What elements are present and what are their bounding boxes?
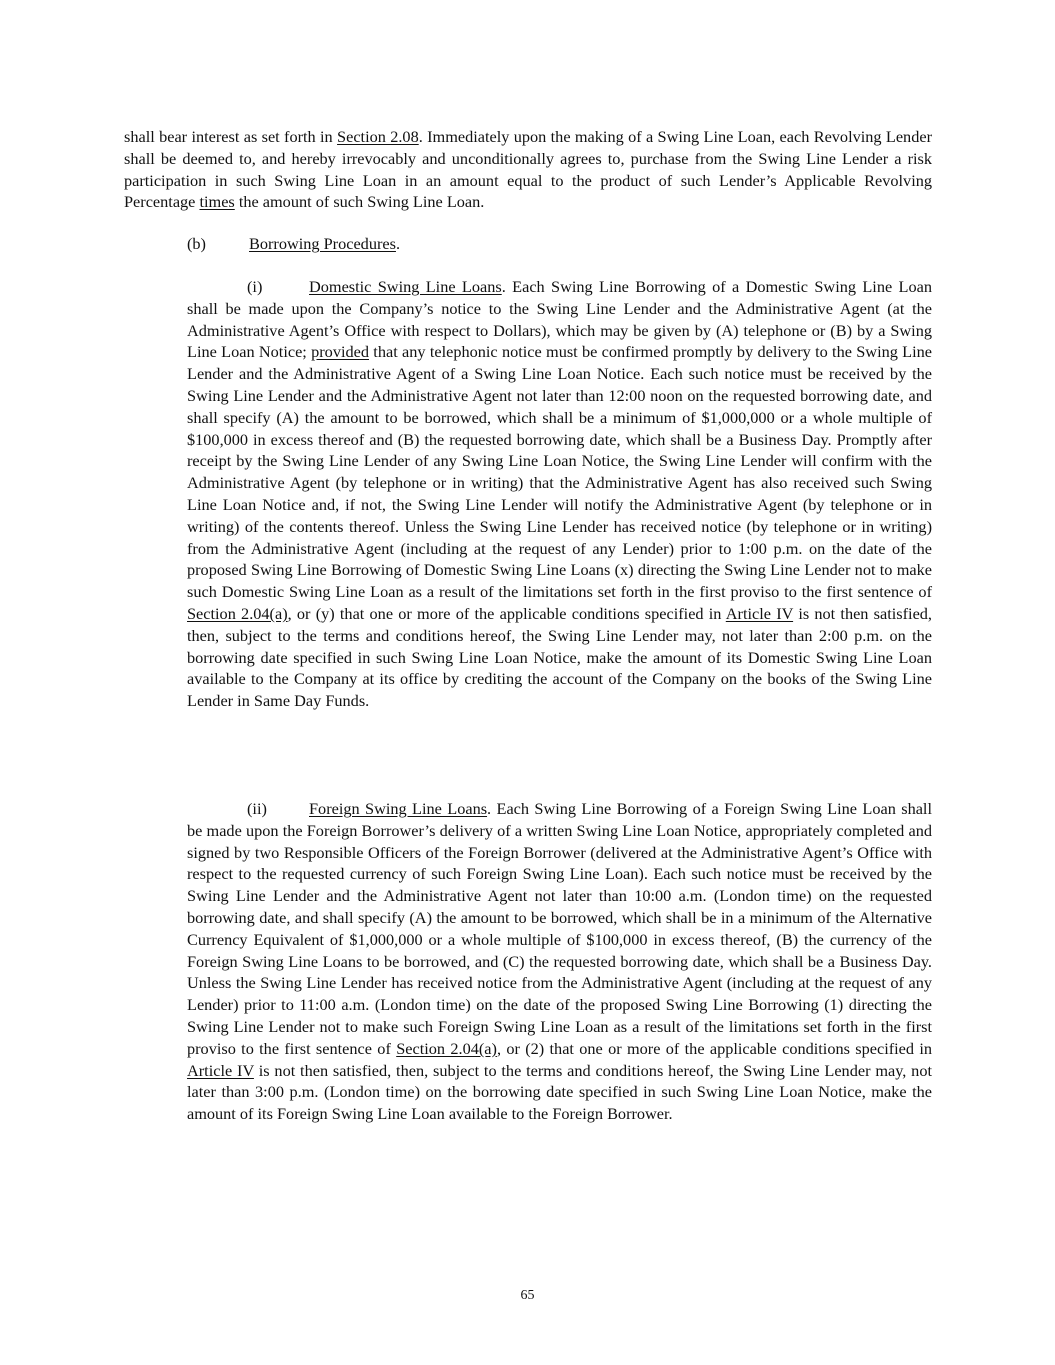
article-iv-reference-2: Article IV — [187, 1060, 254, 1080]
clause-i-marker: (i) — [247, 277, 263, 296]
clause-i-text-1: . Each Swing Line Borrowing of a Domestic Swing Line Loan shall be made upon the Company’s notice to the Swing Line Lender and the Administrative Agent (at the Administrative Agent’s Office with respect to Dollars), which may be given by (A) telephone or (B) by a Swing Line Loan Notice; — [187, 277, 932, 362]
clause-i-text-2: that any telephonic notice must be confirmed promptly by delivery to the Swing Line Lender and the Administrative Agent of a Swing Line Loan Notice. Each such notice must be received by the Swing Line Lender and the Administrative Agent not later than 12:00 noon on the requested borrowing date, and shall specify (A) the amount to be borrowed, which shall be a minimum of $1,000,000 or a whole multiple of $100,000 in excess thereof and (B) the requested borrowing date, which shall be a Business Day. Promptly after receipt by the Swing Line Lender of any Swing Line Loan Notice, the Swing Line Lender will confirm with the Administrative Agent (by telephone or in writing) that the Administrative Agent has also received such Swing Line Loan Notice and, if not, the Swing Line Lender will notify the Administrative Agent (by telephone or in writing) of the contents thereof. Unless the Swing Line Lender has received notice (by telephone or in writing) from the Administrative Agent (including at the request of any Lender) prior to 1:00 p.m. on the date of the proposed Swing Line Borrowing of Domestic Swing Line Loans (x) directing the Swing Line Lender not to make such Domestic Swing Line Loan as a result of the limitations set forth in the first proviso to the first sentence of — [187, 342, 933, 602]
times-emphasis: times — [199, 192, 235, 212]
section-b-heading — [187, 233, 932, 255]
article-iv-reference: Article IV — [725, 603, 794, 623]
clause-ii-text-2: , or (2) that one or more of the applicable conditions specified in — [496, 1038, 933, 1058]
section-b-title: Borrowing Procedures — [249, 234, 396, 253]
section-2-04a-reference-2: Section 2.04(a) — [396, 1038, 497, 1058]
clause-ii-text-3: is not then satisfied, then, subject to the terms and conditions hereof, the Swing Line Lender may, not later than 3:00 p.m. (London time) on the borrowing date specified in such Swing Line Loan Notice, make the amount of its Foreign Swing Line Loan available to the Foreign Borrower. — [187, 1060, 932, 1124]
clause-ii-text-1: . Each Swing Line Borrowing of a Foreign Swing Line Loan shall be made upon the Foreign Borrower’s delivery of a written Swing Line Loan Notice, appropriately completed and signed by two Responsible Officers of the Foreign Borrower (delivered at the Administrative Agent’s Office with respect to the requested currency of such Foreign Swing Line Loan). Each such notice must be received by the Swing Line Lender and the Administrative Agent not later than 10:00 a.m. (London time) on the requested borrowing date, and shall specify (A) the amount to be borrowed, which shall be in a minimum of the Alternative Currency Equivalent of $1,000,000 or a whole multiple of $100,000 in excess thereof, (B) the currency of the Foreign Swing Line Loans to be borrowed, and (C) the requested borrowing date, which shall be a Business Day. Unless the Swing Line Lender has received notice from the Administrative Agent (including at the request of any Lender) prior to 11:00 a.m. (London time) on the date of the proposed Swing Line Borrowing (1) directing the Swing Line Lender not to make such Foreign Swing Line Loan as a result of the limitations set forth in the first proviso to the first sentence of — [187, 799, 932, 1058]
clause-i-text-4: is not then satisfied, then, subject to the terms and conditions hereof, the Swing Line Lender may, not later than 2:00 p.m. on the borrowing date specified in such Swing Line Loan Notice, make the amount of its Domestic Swing Line Loan available to the Company at its office by crediting the account of the Company on the books of the Swing Line Lender in Same Day Funds. — [187, 603, 933, 711]
page-number: 65 — [520, 1288, 535, 1303]
clause-i-paragraph — [187, 276, 932, 712]
intro-text-1: shall bear interest as set forth in — [124, 127, 338, 146]
section-2-08-reference: Section 2.08 — [337, 127, 419, 146]
clause-i-text-3: , or (y) that one or more of the applicable conditions specified in — [287, 603, 726, 623]
clause-i-title: Domestic Swing Line Loans — [309, 277, 502, 296]
provided-emphasis: provided — [311, 342, 369, 362]
section-b-period: . — [395, 234, 401, 253]
section-b-marker: (b) — [187, 234, 206, 253]
intro-paragraph — [124, 126, 932, 213]
clause-ii-title: Foreign Swing Line Loans — [309, 799, 488, 818]
clause-ii-paragraph — [187, 798, 932, 1125]
intro-text-3: the amount of such Swing Line Loan. — [234, 192, 485, 212]
section-2-04a-reference: Section 2.04(a) — [187, 603, 288, 623]
intro-text-2: . Immediately upon the making of a Swing Line Loan, each Revolving Lender shall be deemed to, and hereby irrevocably and unconditionally agrees to, purchase from the Swing Line Lender a risk participation in such Swing Line Loan in an amount equal to the product of such Lender’s Applicable Revolving Percentage — [124, 127, 932, 212]
clause-ii-marker: (ii) — [247, 799, 267, 818]
